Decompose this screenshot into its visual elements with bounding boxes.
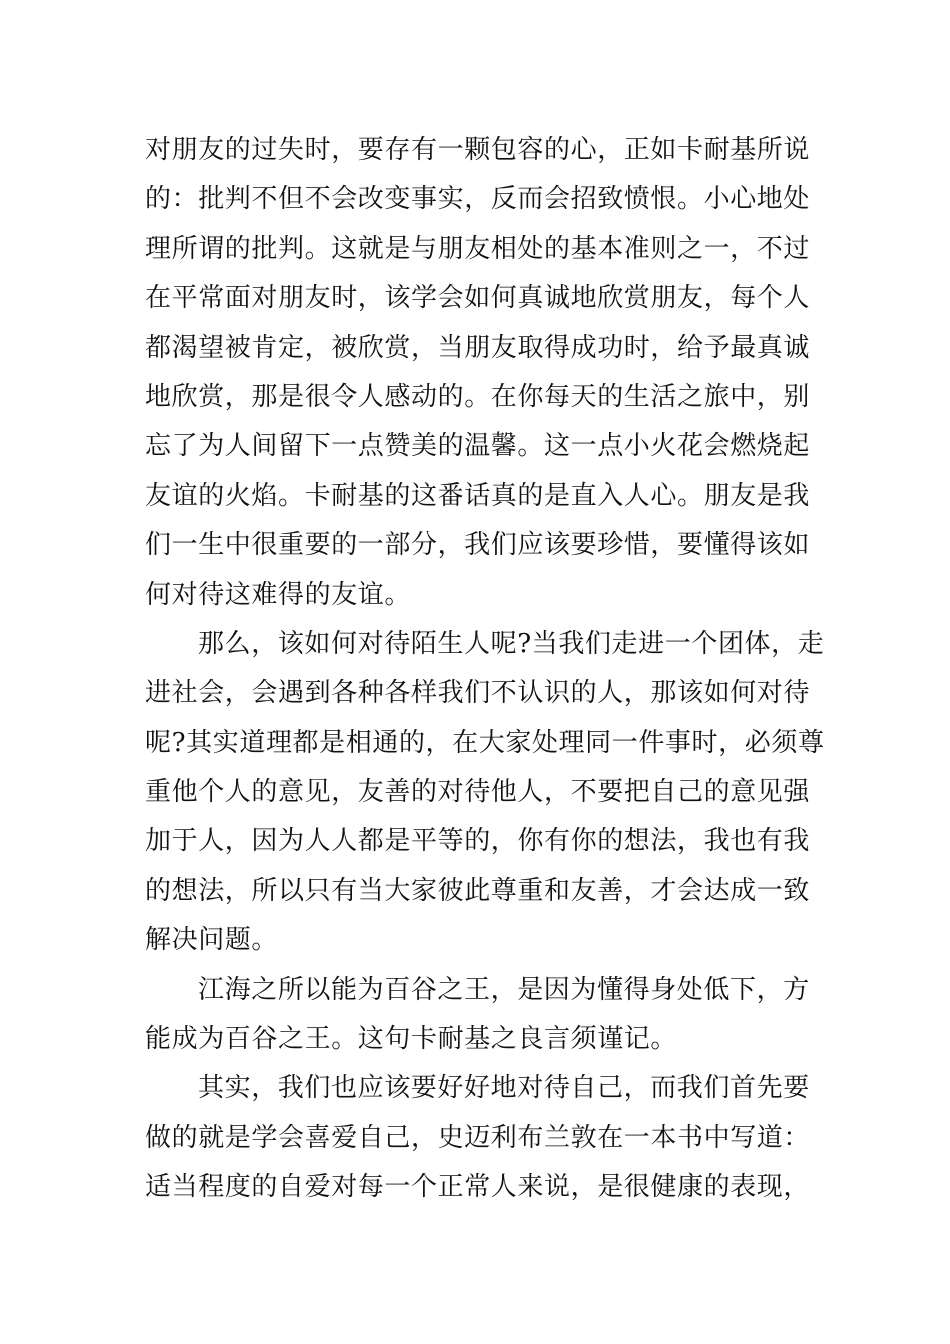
text-line: 适当程度的自爱对每一个正常人来说，是很健康的表现， — [145, 1172, 811, 1203]
text-line: 忘了为人间留下一点赞美的温馨。这一点小火花会燃烧起 — [145, 431, 811, 462]
text-line: 都渴望被肯定，被欣赏，当朋友取得成功时，给予最真诚 — [145, 332, 811, 363]
paragraph-first-line: 其实，我们也应该要好好地对待自己，而我们首先要 — [198, 1073, 810, 1104]
text-line: 的想法，所以只有当大家彼此尊重和友善，才会达成一致 — [145, 875, 811, 906]
text-line: 重他个人的意见，友善的对待他人，不要把自己的意见强 — [145, 777, 811, 808]
paragraph-first-line: 那么，该如何对待陌生人呢?当我们走进一个团体，走 — [198, 628, 825, 659]
text-line: 们一生中很重要的一部分，我们应该要珍惜，要懂得该如 — [145, 530, 811, 561]
text-line: 理所谓的批判。这就是与朋友相处的基本准则之一，不过 — [145, 233, 811, 264]
text-line: 加于人，因为人人都是平等的，你有你的想法，我也有我 — [145, 826, 811, 857]
text-line: 解决问题。 — [145, 925, 279, 956]
text-line: 地欣赏，那是很令人感动的。在你每天的生活之旅中，别 — [145, 381, 811, 412]
text-line: 进社会，会遇到各种各样我们不认识的人，那该如何对待 — [145, 678, 811, 709]
text-line: 做的就是学会喜爱自己，史迈利布兰敦在一本书中写道： — [145, 1122, 811, 1153]
paragraph-first-line: 江海之所以能为百谷之王，是因为懂得身处低下，方 — [198, 974, 810, 1005]
text-line: 何对待这难得的友谊。 — [145, 579, 412, 610]
text-line: 对朋友的过失时，要存有一颗包容的心，正如卡耐基所说 — [145, 135, 811, 165]
text-line: 呢?其实道理都是相通的，在大家处理同一件事时，必须尊 — [145, 727, 825, 758]
text-line: 能成为百谷之王。这句卡耐基之良言须谨记。 — [145, 1024, 678, 1055]
text-line: 在平常面对朋友时，该学会如何真诚地欣赏朋友，每个人 — [145, 283, 811, 314]
text-line: 的：批判不但不会改变事实，反而会招致愤恨。小心地处 — [145, 184, 811, 215]
text-line: 友谊的火焰。卡耐基的这番话真的是直入人心。朋友是我 — [145, 480, 811, 511]
body-text — [145, 126, 825, 1213]
